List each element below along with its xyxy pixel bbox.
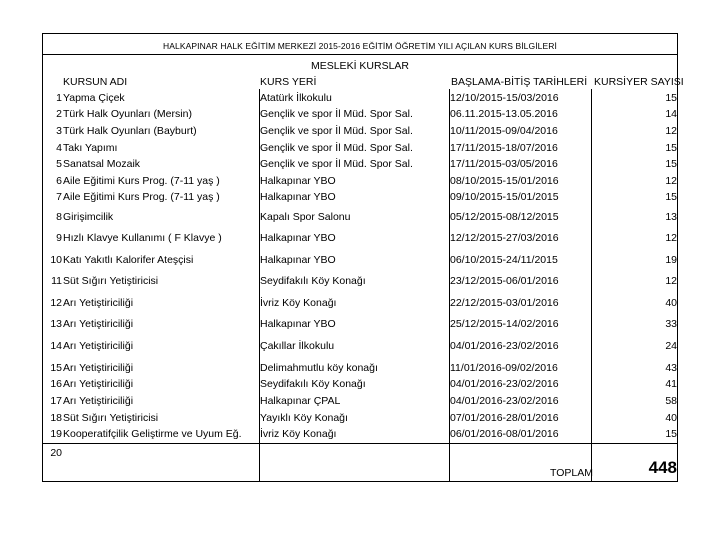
course-place: Seydifakılı Köy Konağı — [260, 275, 366, 287]
course-name: Arı Yetiştiriciliği — [63, 318, 134, 330]
trainee-count: 15 — [665, 92, 677, 104]
trainee-count: 15 — [665, 428, 677, 440]
row-number: 5 — [56, 158, 62, 170]
course-name: Katı Yakıtlı Kalorifer Ateşçisi — [63, 254, 194, 266]
table-row — [43, 376, 677, 392]
course-place: Halkapınar YBO — [260, 254, 336, 266]
row-number: 13 — [50, 318, 62, 330]
table-row — [43, 426, 677, 442]
trainee-count: 40 — [665, 297, 677, 309]
table-row — [43, 173, 677, 189]
row-number: 6 — [56, 175, 62, 187]
course-dates: 05/12/2015-08/12/2015 — [450, 211, 559, 223]
course-name: Arı Yetiştiriciliği — [63, 395, 134, 407]
row-number: 19 — [50, 428, 62, 440]
table-row — [43, 410, 677, 426]
table-row — [43, 338, 677, 354]
course-place: Atatürk İlkokulu — [260, 92, 332, 104]
table-row — [43, 252, 677, 268]
row-number: 12 — [50, 297, 62, 309]
table-row — [43, 273, 677, 289]
course-dates: 17/11/2015-18/07/2016 — [450, 142, 558, 154]
course-place: İvriz Köy Konağı — [260, 297, 337, 309]
course-name: Girişimcilik — [63, 211, 114, 223]
course-dates: 09/10/2015-15/01/2015 — [450, 191, 559, 203]
course-name: Arı Yetiştiriciliği — [63, 362, 134, 374]
table-row — [43, 393, 677, 409]
table-row — [43, 140, 677, 156]
course-dates: 10/11/2015-09/04/2016 — [450, 125, 558, 137]
row-number: 9 — [56, 232, 62, 244]
table-row — [43, 360, 677, 376]
trainee-count: 15 — [665, 142, 677, 154]
page-title: HALKAPINAR HALK EĞİTİM MERKEZİ 2015-2016 EĞİTİM ÖĞRETİM YILI AÇILAN KURS BİLGİLERİ — [163, 41, 557, 51]
course-dates: 23/12/2015-06/01/2016 — [450, 275, 559, 287]
trainee-count: 40 — [665, 412, 677, 424]
course-dates: 07/01/2016-28/01/2016 — [450, 412, 559, 424]
table-row — [43, 189, 677, 205]
course-name: Takı Yapımı — [63, 142, 118, 154]
header-course-place: KURS YERİ — [260, 76, 317, 88]
course-place: Gençlik ve spor İl Müd. Spor Sal. — [260, 108, 413, 120]
course-place: Halkapınar ÇPAL — [260, 395, 341, 407]
trainee-count: 12 — [665, 232, 677, 244]
trainee-count: 12 — [665, 275, 677, 287]
trainee-count: 33 — [665, 318, 677, 330]
table-row — [43, 209, 677, 225]
course-dates: 17/11/2015-03/05/2016 — [450, 158, 558, 170]
row-number: 7 — [56, 191, 62, 203]
row-number: 17 — [50, 395, 62, 407]
course-dates: 04/01/2016-23/02/2016 — [450, 340, 559, 352]
title-divider — [43, 54, 677, 55]
course-dates: 04/01/2016-23/02/2016 — [450, 395, 559, 407]
course-place: Halkapınar YBO — [260, 175, 336, 187]
table-row — [43, 106, 677, 122]
course-place: İvriz Köy Konağı — [260, 428, 337, 440]
course-name: Sanatsal Mozaik — [63, 158, 141, 170]
header-trainee-count: KURSİYER SAYISI — [594, 76, 684, 88]
trainee-count: 15 — [665, 191, 677, 203]
row-number: 3 — [56, 125, 62, 137]
course-place: Halkapınar YBO — [260, 318, 336, 330]
course-place: Seydifakılı Köy Konağı — [260, 378, 366, 390]
course-dates: 06.11.2015-13.05.2016 — [450, 108, 558, 120]
course-dates: 11/01/2016-09/02/2016 — [450, 362, 558, 374]
course-name: Arı Yetiştiriciliği — [63, 340, 134, 352]
course-name: Yapma Çiçek — [63, 92, 125, 104]
row-number: 11 — [51, 275, 62, 287]
course-dates: 25/12/2015-14/02/2016 — [450, 318, 559, 330]
course-name: Türk Halk Oyunları (Mersin) — [63, 108, 192, 120]
course-place: Halkapınar YBO — [260, 191, 336, 203]
course-place: Halkapınar YBO — [260, 232, 336, 244]
row-number: 18 — [50, 412, 62, 424]
course-name: Türk Halk Oyunları (Bayburt) — [63, 125, 197, 137]
table-row — [43, 230, 677, 246]
course-name: Aile Eğitimi Kurs Prog. (7-11 yaş ) — [63, 191, 220, 203]
trainee-count: 41 — [665, 378, 677, 390]
row-number: 8 — [56, 211, 62, 223]
course-place: Gençlik ve spor İl Müd. Spor Sal. — [260, 158, 413, 170]
trainee-count: 14 — [665, 108, 677, 120]
course-name: Aile Eğitimi Kurs Prog. (7-11 yaş ) — [63, 175, 220, 187]
trainee-count: 12 — [665, 125, 677, 137]
table-row — [43, 295, 677, 311]
row-number: 1 — [56, 92, 62, 104]
course-name: Süt Sığırı Yetiştiricisi — [63, 412, 159, 424]
trainee-count: 13 — [665, 211, 677, 223]
course-place: Delimahmutlu köy konağı — [260, 362, 378, 374]
course-dates: 06/10/2015-24/11/2015 — [450, 254, 558, 266]
table-row — [43, 90, 677, 106]
course-name: Hızlı Klavye Kullanımı ( F Klavye ) — [63, 232, 222, 244]
section-title: MESLEKİ KURSLAR — [310, 60, 410, 72]
course-dates: 08/10/2015-15/01/2016 — [450, 175, 559, 187]
course-place: Çakıllar İlkokulu — [260, 340, 335, 352]
row-number: 2 — [56, 108, 62, 120]
row-number: 16 — [50, 378, 62, 390]
course-dates: 04/01/2016-23/02/2016 — [450, 378, 559, 390]
trainee-count: 43 — [665, 362, 677, 374]
trainee-count: 58 — [665, 395, 677, 407]
course-place: Yayıklı Köy Konağı — [260, 412, 348, 424]
table-row — [43, 316, 677, 332]
table-row — [43, 123, 677, 139]
course-dates: 12/10/2015-15/03/2016 — [450, 92, 559, 104]
trainee-count: 19 — [665, 254, 677, 266]
row-number: 15 — [50, 362, 62, 374]
total-label: TOPLAM — [550, 467, 593, 479]
trainee-count: 15 — [665, 158, 677, 170]
header-course-name: KURSUN ADI — [63, 76, 128, 88]
row-number: 10 — [50, 254, 62, 266]
total-value: 448 — [648, 458, 677, 477]
course-table — [42, 33, 684, 482]
course-place: Gençlik ve spor İl Müd. Spor Sal. — [260, 125, 413, 137]
course-place: Kapalı Spor Salonu — [260, 211, 351, 223]
row-number: 4 — [56, 142, 62, 154]
table-row — [43, 156, 677, 172]
course-dates: 06/01/2016-08/01/2016 — [450, 428, 559, 440]
course-dates: 22/12/2015-03/01/2016 — [450, 297, 559, 309]
trainee-count: 12 — [665, 175, 677, 187]
course-place: Gençlik ve spor İl Müd. Spor Sal. — [260, 142, 413, 154]
course-dates: 12/12/2015-27/03/2016 — [450, 232, 559, 244]
trainee-count: 24 — [665, 340, 677, 352]
course-name: Süt Sığırı Yetiştiricisi — [63, 275, 159, 287]
header-dates: BAŞLAMA-BİTİŞ TARİHLERİ — [451, 76, 588, 88]
course-name: Arı Yetiştiriciliği — [63, 297, 134, 309]
last-row-divider — [43, 443, 677, 444]
row-number-empty: 20 — [50, 447, 62, 459]
course-name: Arı Yetiştiriciliği — [63, 378, 134, 390]
course-name: Kooperatifçilik Geliştirme ve Uyum Eğ. — [63, 428, 242, 440]
row-number: 14 — [50, 340, 62, 352]
